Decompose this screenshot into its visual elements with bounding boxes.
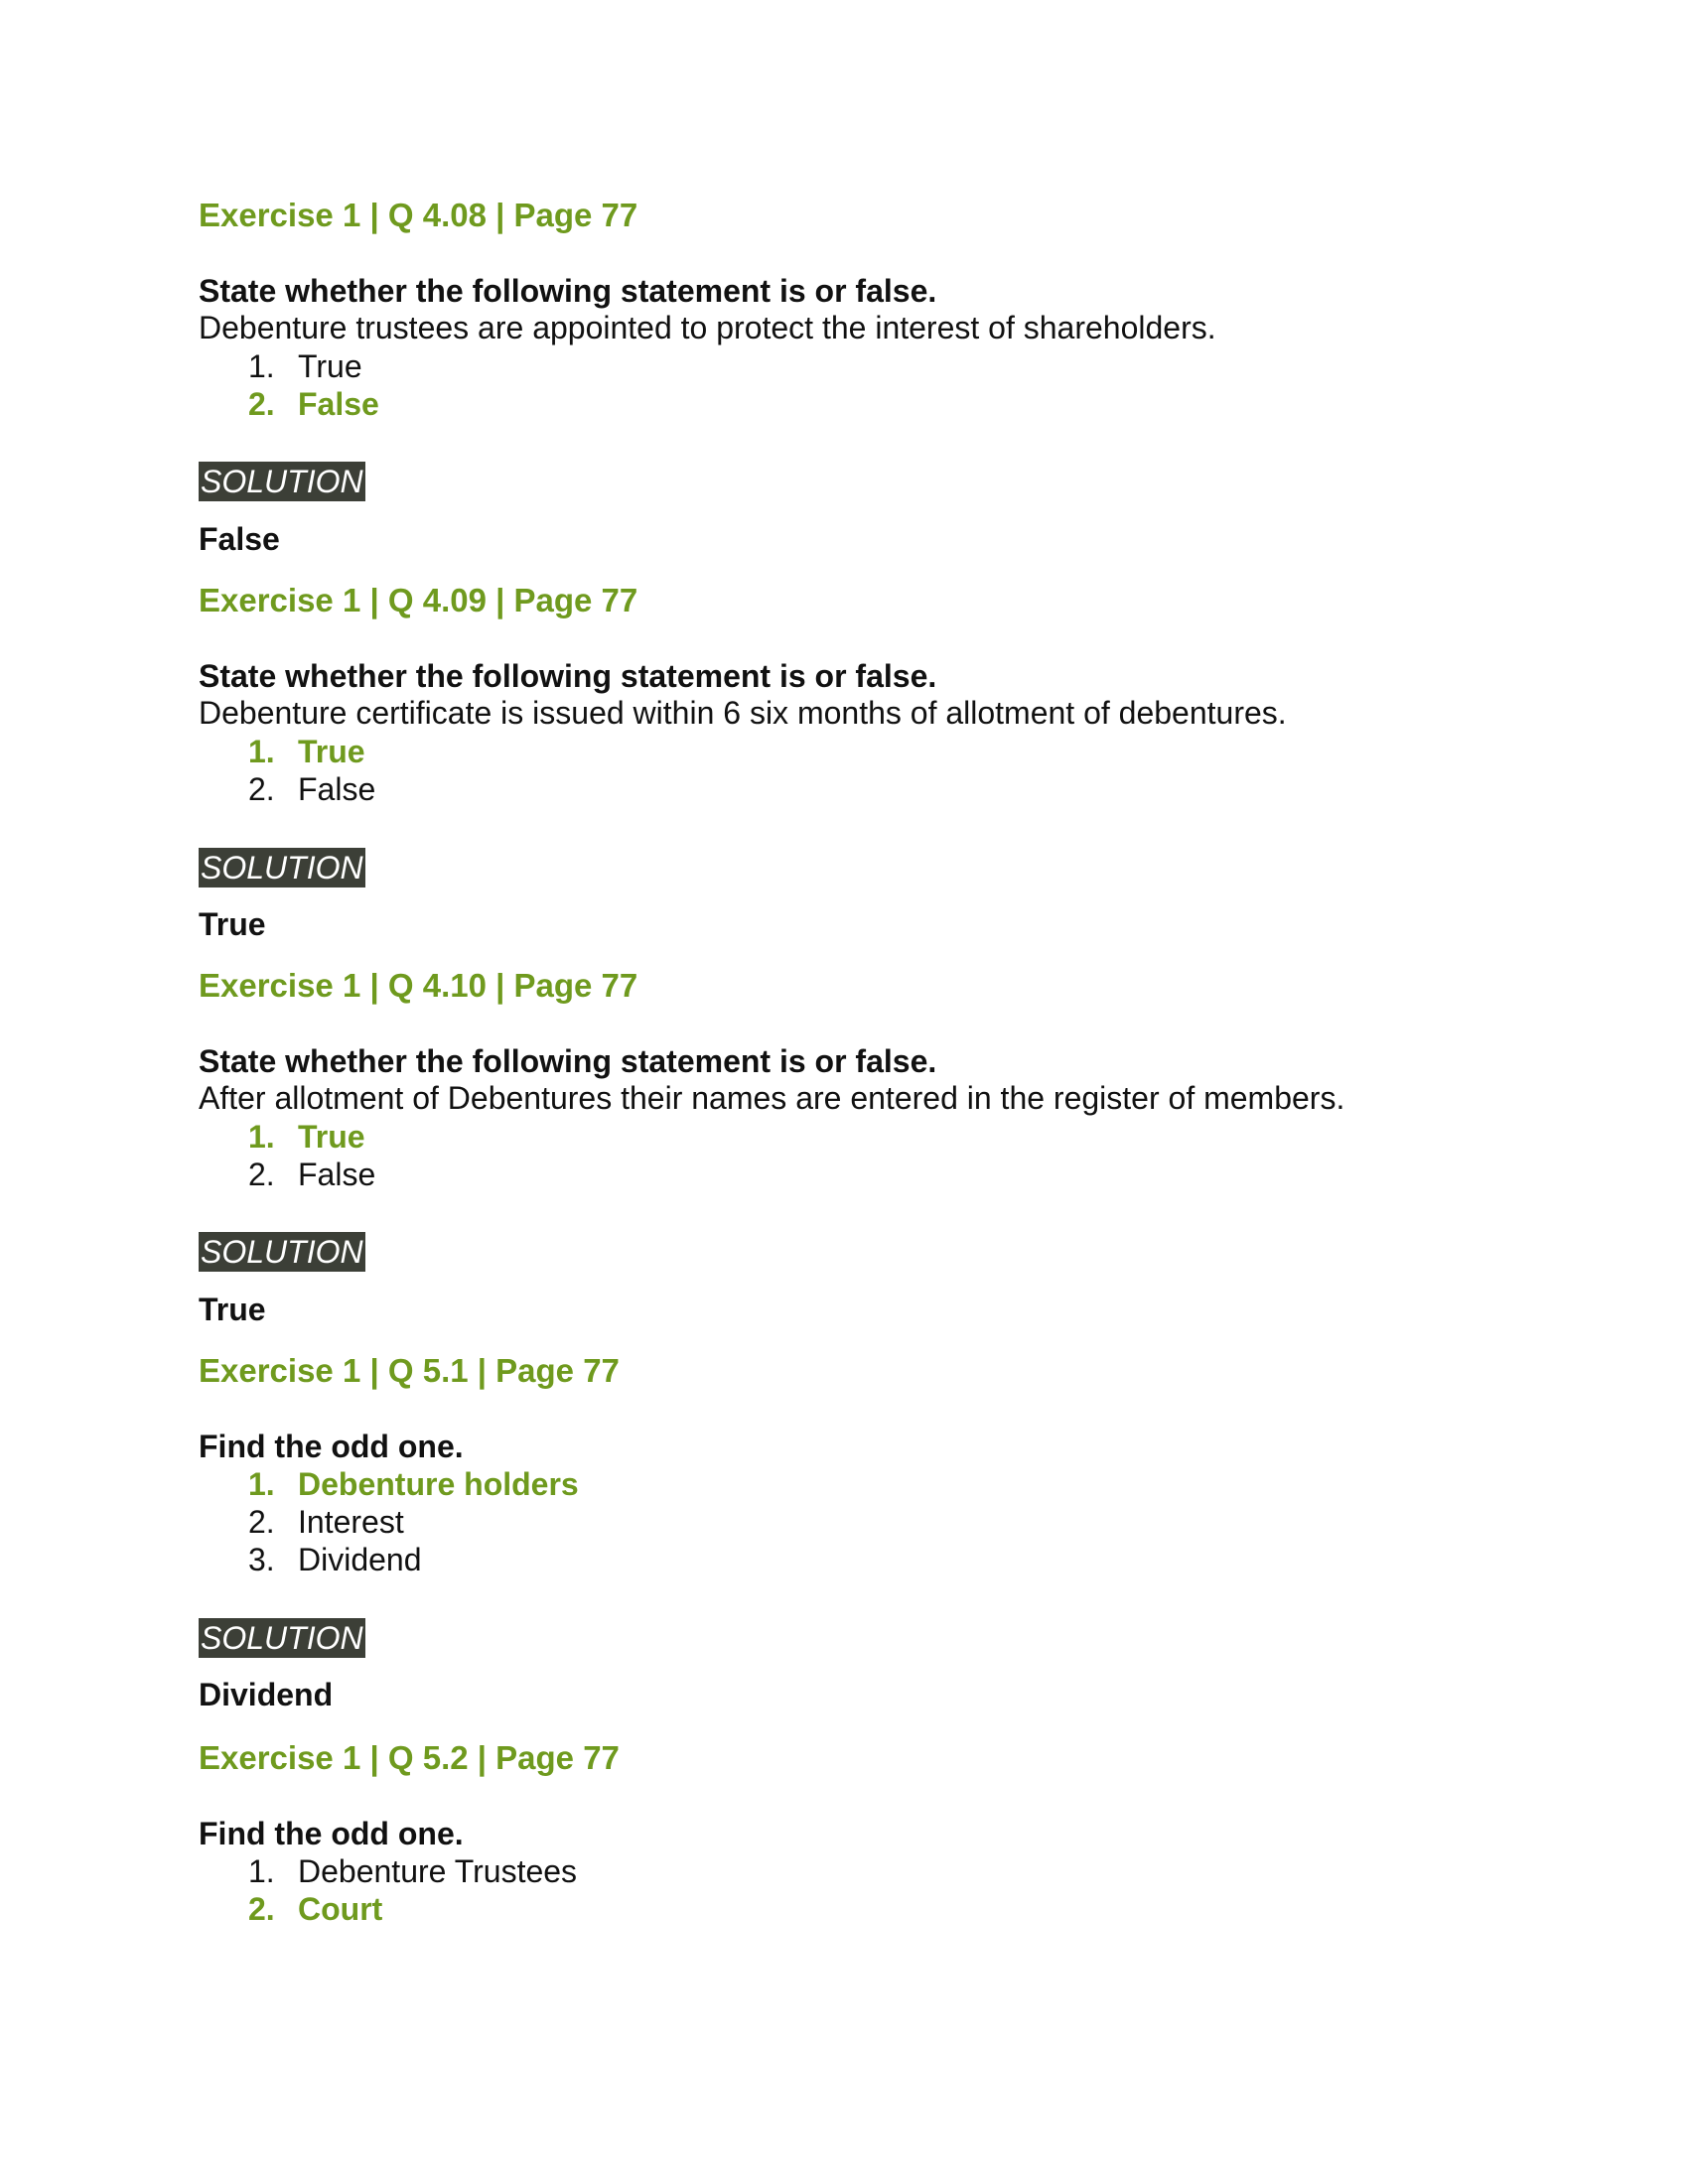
option-number: 1. <box>248 1853 275 1889</box>
exercise-header: Exercise 1 | Q 5.1 | Page 77 <box>199 1352 620 1389</box>
solution-answer: True <box>199 1292 266 1327</box>
exercise-header: Exercise 1 | Q 5.2 | Page 77 <box>199 1739 620 1776</box>
option-number: 1. <box>248 1466 275 1502</box>
option-item-correct <box>248 1890 577 1928</box>
option-item-correct <box>248 1118 375 1156</box>
solution-answer: True <box>199 906 266 942</box>
solution-badge: SOLUTION <box>201 850 363 886</box>
option-item-correct <box>248 1465 579 1503</box>
option-item-correct <box>248 385 379 423</box>
question-text: Debenture certificate is issued within 6 six months of allotment of debentures. <box>199 695 1287 731</box>
option-label: True <box>298 348 362 384</box>
option-number: 1. <box>248 734 275 769</box>
exercise-header: Exercise 1 | Q 4.10 | Page 77 <box>199 967 638 1004</box>
option-item <box>248 1503 579 1541</box>
option-label: False <box>298 771 376 807</box>
solution-answer: False <box>199 521 280 557</box>
solution-badge: SOLUTION <box>201 464 363 499</box>
question-title: State whether the following statement is or false. <box>199 1043 937 1079</box>
option-number: 3. <box>248 1542 275 1577</box>
question-title: Find the odd one. <box>199 1816 464 1851</box>
solution-answer: Dividend <box>199 1677 334 1712</box>
option-number: 2. <box>248 386 275 422</box>
option-label: True <box>298 734 365 769</box>
option-label: Dividend <box>298 1542 422 1577</box>
option-label: Debenture holders <box>298 1466 579 1502</box>
option-label: Interest <box>298 1504 404 1540</box>
solution-badge: SOLUTION <box>201 1234 363 1270</box>
option-label: Debenture Trustees <box>298 1853 578 1889</box>
question-title: Find the odd one. <box>199 1429 464 1464</box>
option-number: 2. <box>248 771 275 807</box>
option-list <box>248 1852 577 1928</box>
exercise-header: Exercise 1 | Q 4.08 | Page 77 <box>199 197 638 233</box>
option-list <box>248 733 375 808</box>
solution-badge: SOLUTION <box>201 1620 363 1656</box>
option-list <box>248 1118 375 1193</box>
option-item <box>248 1852 577 1890</box>
option-number: 2. <box>248 1157 275 1192</box>
option-list <box>248 347 379 423</box>
question-title: State whether the following statement is or false. <box>199 658 937 694</box>
question-title: State whether the following statement is or false. <box>199 273 937 309</box>
option-item <box>248 770 375 808</box>
option-number: 2. <box>248 1504 275 1540</box>
option-label: False <box>298 386 379 422</box>
option-label: False <box>298 1157 376 1192</box>
option-item <box>248 1541 579 1578</box>
option-number: 2. <box>248 1891 275 1927</box>
question-text: Debenture trustees are appointed to protect the interest of shareholders. <box>199 310 1216 345</box>
option-item-correct <box>248 733 375 770</box>
question-text: After allotment of Debentures their names are entered in the register of members. <box>199 1080 1345 1116</box>
option-number: 1. <box>248 348 275 384</box>
option-label: True <box>298 1119 365 1155</box>
option-number: 1. <box>248 1119 275 1155</box>
option-label: Court <box>298 1891 383 1927</box>
option-list <box>248 1465 579 1578</box>
option-item <box>248 347 379 385</box>
exercise-header: Exercise 1 | Q 4.09 | Page 77 <box>199 582 638 618</box>
option-item <box>248 1156 375 1193</box>
